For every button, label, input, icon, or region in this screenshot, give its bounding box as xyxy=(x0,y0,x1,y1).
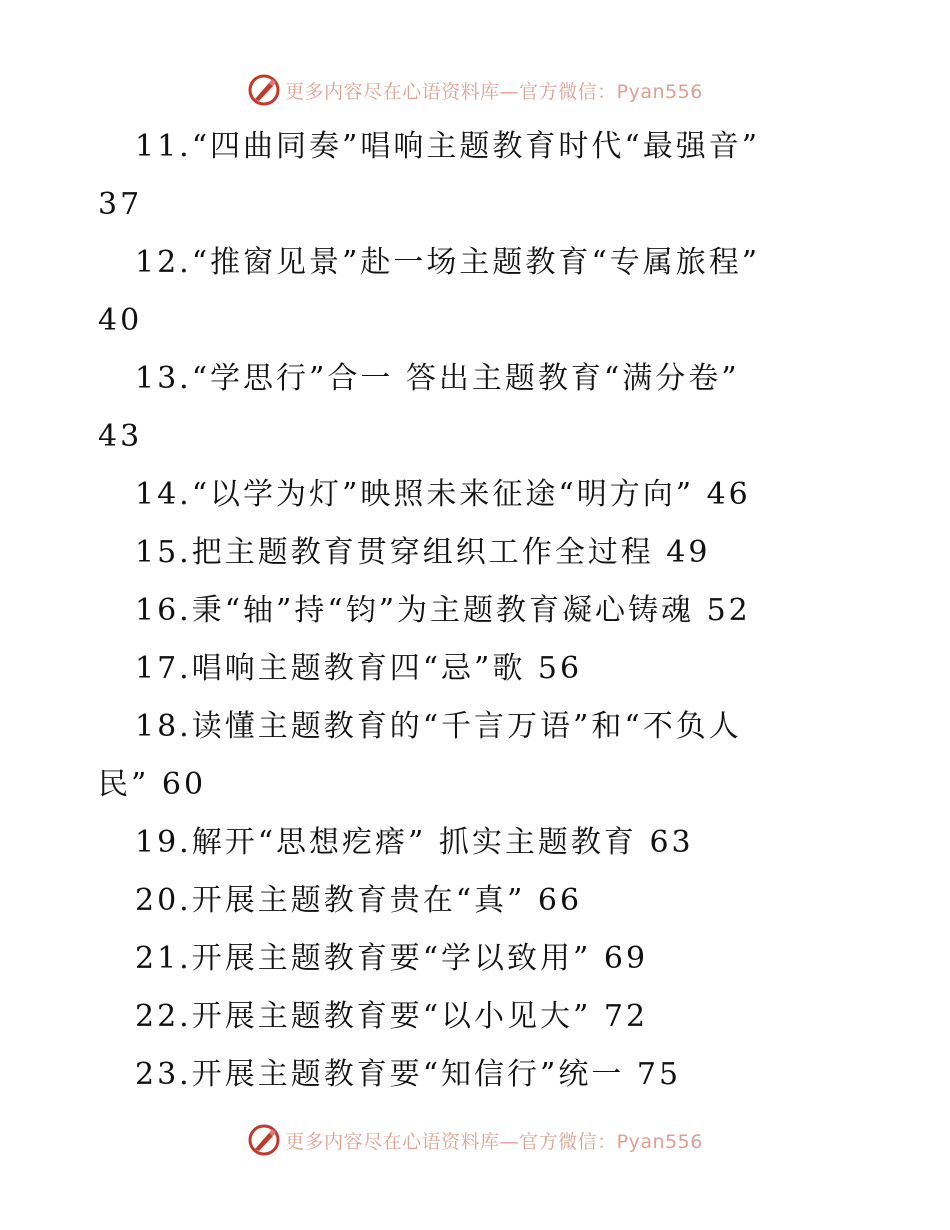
toc-item-18-continued: 民” 60 xyxy=(98,767,207,802)
footer-banner xyxy=(0,1120,950,1160)
toc-item-19: 19.解开“思想疙瘩” 抓实主题教育 63 xyxy=(135,825,694,860)
toc-item-23: 23.开展主题教育要“知信行”统一 75 xyxy=(135,1057,682,1092)
toc-item-16: 16.秉“轴”持“钧”为主题教育凝心铸魂 52 xyxy=(135,593,751,628)
toc-item-11-page: 37 xyxy=(98,187,143,222)
pen-logo-icon xyxy=(247,1123,281,1157)
toc-item-22: 22.开展主题教育要“以小见大” 72 xyxy=(135,999,649,1034)
toc-item-17: 17.唱响主题教育四“忌”歌 56 xyxy=(135,651,583,686)
toc-item-15: 15.把主题教育贯穿组织工作全过程 49 xyxy=(135,535,711,570)
toc-item-18: 18.读懂主题教育的“千言万语”和“不负人 xyxy=(135,709,742,744)
footer-banner-content xyxy=(247,1123,703,1157)
toc-item-21: 21.开展主题教育要“学以致用” 69 xyxy=(135,941,649,976)
header-banner-content xyxy=(247,73,703,107)
toc-item-20: 20.开展主题教育贵在“真” 66 xyxy=(135,883,583,918)
toc-item-12: 12.“推窗见景”赴一场主题教育“专属旅程” xyxy=(135,245,761,280)
toc-item-12-page: 40 xyxy=(98,303,143,338)
footer-banner-text: 更多内容尽在心语资料库—官方微信：Pyan556 xyxy=(285,1130,703,1153)
toc-item-13-page: 43 xyxy=(98,419,143,454)
toc-item-11: 11.“四曲同奏”唱响主题教育时代“最强音” xyxy=(135,129,761,164)
header-banner-text: 更多内容尽在心语资料库—官方微信：Pyan556 xyxy=(285,80,703,103)
toc-item-13: 13.“学思行”合一 答出主题教育“满分卷” xyxy=(135,361,740,396)
pen-logo-icon xyxy=(247,73,281,107)
header-banner xyxy=(0,70,950,110)
toc-item-14: 14.“以学为灯”映照未来征途“明方向” 46 xyxy=(135,477,751,512)
